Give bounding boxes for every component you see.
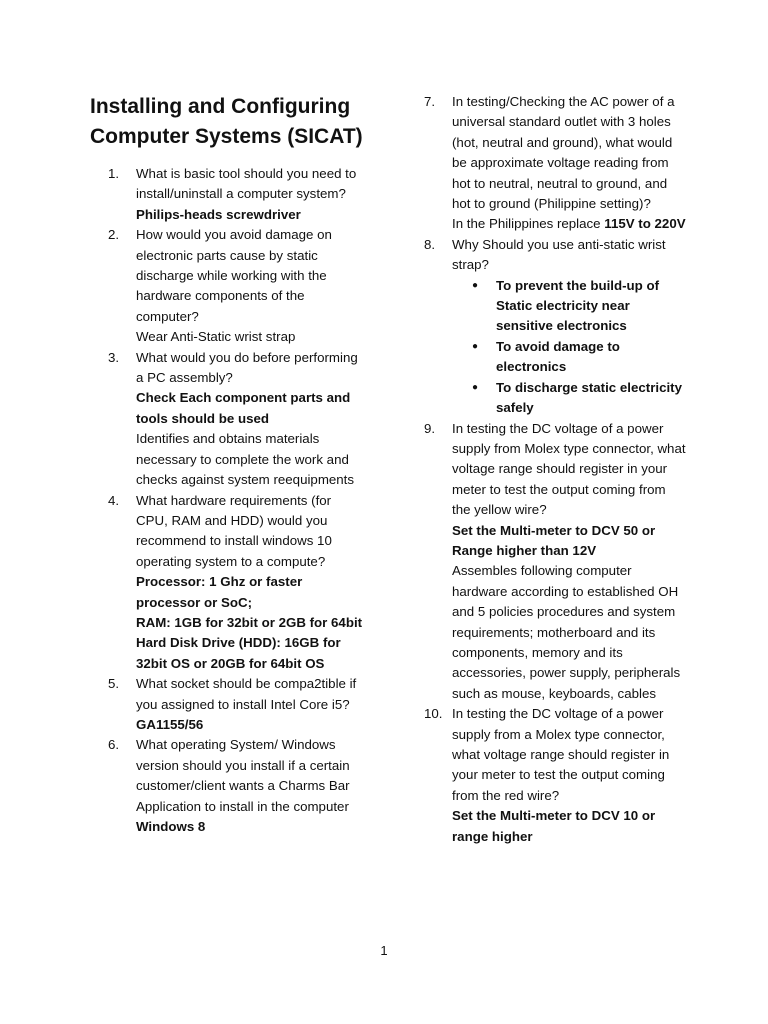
answer-text <box>452 214 686 234</box>
question-item-8 <box>424 235 686 419</box>
question-item-2 <box>108 225 366 347</box>
question-item-1 <box>108 164 366 225</box>
question-number: 1. <box>108 166 120 181</box>
question-body <box>452 704 686 847</box>
question-number: 3. <box>108 349 120 365</box>
question-body <box>452 235 686 419</box>
question-body <box>136 348 366 491</box>
question-body <box>136 225 366 347</box>
answer-note: Assembles following computer hardware according to established OH and 5 policies procedures and system requirements; motherboard and its components, memory and its accessories, power supply, peripherals such as mouse, keyboards, cables <box>452 563 681 701</box>
answer-value: 115V to 220V <box>604 216 686 232</box>
question-body <box>136 674 366 735</box>
bullet-text: To avoid damage to electronics <box>496 338 620 375</box>
bullet-icon: ● <box>472 381 479 393</box>
answer-hdd: Hard Disk Drive (HDD): 16GB for 32bit OS or 20GB for 64bit OS <box>136 635 341 671</box>
question-text: How would you avoid damage on electronic parts cause by static discharge while working with the hardware components of the computer? <box>136 227 332 324</box>
answer-prefix: In the Philippines replace <box>452 216 605 232</box>
question-number: 4. <box>108 492 120 508</box>
question-text: What would you do before performing a PC assembly? <box>136 349 358 386</box>
question-body <box>136 164 366 225</box>
bullet-text: To prevent the build-up of Static electricity near sensitive electronics <box>496 277 659 334</box>
question-item-10 <box>424 704 686 847</box>
question-item-3 <box>108 348 366 491</box>
question-text: What socket should be compa2tible if you assigned to install Intel Core i5? <box>136 676 357 712</box>
question-item-7 <box>424 92 686 235</box>
question-text: In testing/Checking the AC power of a universal standard outlet with 3 holes (hot, neutral and ground), what would be approximate voltage reading from hot to neutral, neutral to ground, and hot to ground (Philippine setting)? <box>452 94 675 212</box>
question-number: 5. <box>108 676 120 692</box>
answer-text: GA1155/56 <box>136 716 204 732</box>
question-text: In testing the DC voltage of a power supply from a Molex type connector, what voltage range should register in your meter to test the output coming from the red wire? <box>452 706 670 803</box>
answer-text: Philips-heads screwdriver <box>136 206 301 222</box>
question-number: 2. <box>108 227 120 243</box>
bullet-text: To discharge static electricity safely <box>496 379 682 416</box>
question-text: What hardware requirements (for CPU, RAM and HDD) would you recommend to install windows 10 operating system to a compute? <box>136 492 332 569</box>
question-text: Why Should you use anti-static wrist strap? <box>452 236 666 273</box>
answer-text: Wear Anti-Static wrist strap <box>136 329 296 345</box>
question-number: 6. <box>108 737 120 753</box>
left-column <box>108 164 366 837</box>
bullet-icon: ● <box>472 279 479 291</box>
answer-text: Set the Multi-meter to DCV 10 or range higher <box>452 808 656 844</box>
document-title: Installing and Configuring Computer Systems (SICAT) <box>90 95 363 148</box>
question-number: 8. <box>424 236 436 252</box>
answer-processor: Processor: 1 Ghz or faster processor or SoC; <box>136 574 303 610</box>
question-number: 7. <box>424 94 436 109</box>
bullet-icon: ● <box>472 340 479 352</box>
page-number: 1 <box>380 943 388 958</box>
question-text: In testing the DC voltage of a power supply from Molex type connector, what voltage range should register in your meter to test the output coming from the yellow wire? <box>452 420 686 518</box>
question-number: 10. <box>424 706 443 722</box>
question-body <box>136 735 366 837</box>
question-text: What is basic tool should you need to install/uninstall a computer system? <box>136 166 357 202</box>
question-text: What operating System/ Windows version should you install if a certain customer/client wants a Charms Bar Application to install in the computer <box>136 737 350 814</box>
question-item-6 <box>108 735 366 837</box>
bullet-item <box>472 378 686 419</box>
question-body <box>452 419 686 705</box>
bullet-item <box>472 337 686 378</box>
question-item-9 <box>424 419 686 705</box>
answer-note: Identifies and obtains materials necessary to complete the work and checks against system reequipments <box>136 431 355 488</box>
answer-ram: RAM: 1GB for 32bit or 2GB for 64bit <box>136 614 363 630</box>
answer-text: Set the Multi-meter to DCV 50 or Range higher than 12V <box>452 522 656 558</box>
question-item-5 <box>108 674 366 735</box>
question-item-4 <box>108 491 366 675</box>
answer-text: Check Each component parts and tools should be used <box>136 390 351 426</box>
question-body <box>136 491 366 675</box>
question-number: 9. <box>424 420 436 436</box>
question-body <box>452 92 686 235</box>
right-column <box>424 92 686 847</box>
answer-text: Windows 8 <box>136 819 206 834</box>
bullet-item <box>472 276 686 337</box>
